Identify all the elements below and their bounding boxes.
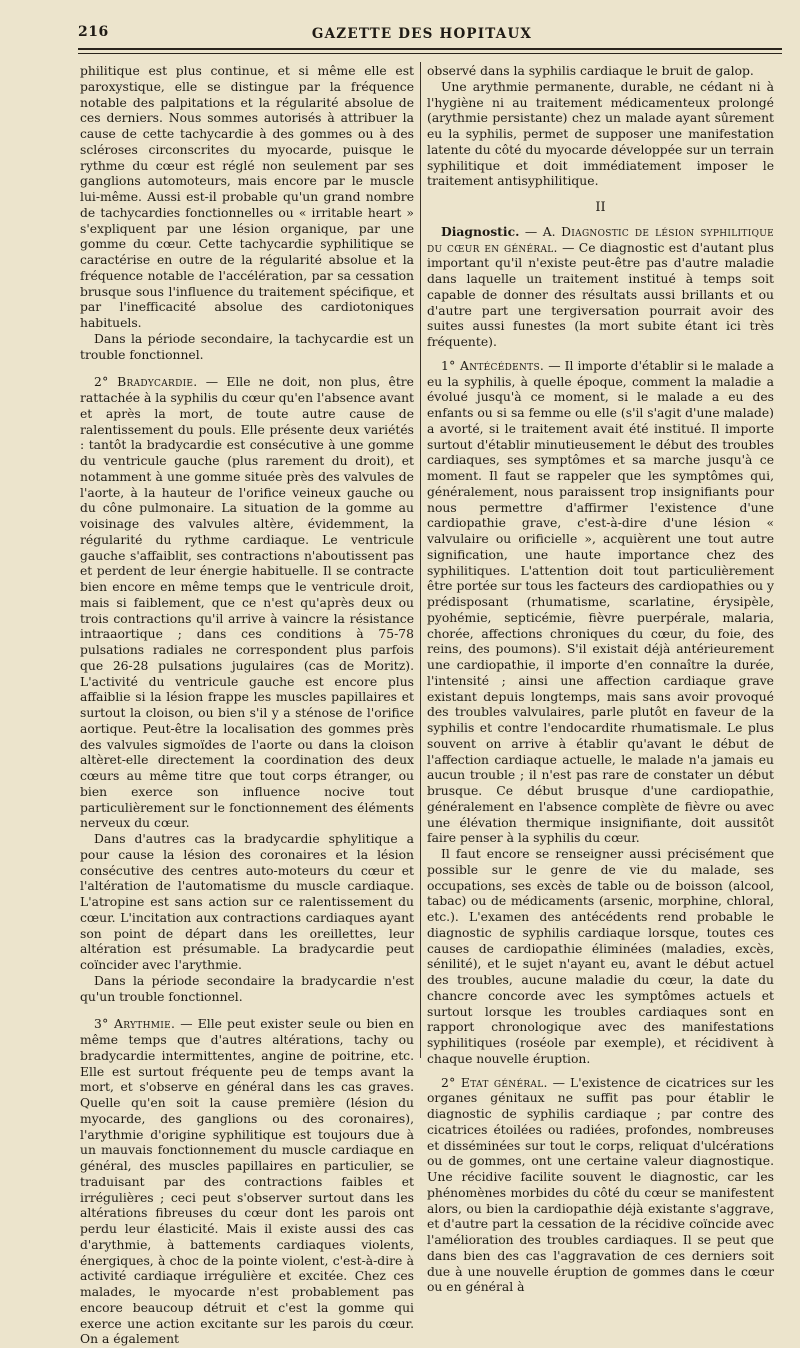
paragraph-text: — Elle peut exister seule ou bien en même temps que d'autres altérations, tachy ou bradycardie intermittentes, angine de poitrine, etc. Elle est surtout fréquente peu de temps avant la mort, et s'observe en général dans les cas graves. Quelle qu'en soit la cause première (lésion du myocarde, des ganglions ou des coronaires), l'arythmie d'origine syphilitique est toujours due à un mauvais fonctionnement du muscle cardiaque en général, des muscles papillaires en particulier, se traduisant par des contractions faibles et irrégulières ; ceci peut s'observer surtout dans les altérations fibreuses du cœur dont les parois ont perdu leur élasticité. Mais il existe aussi des cas d'arythmie, à battements cardiaques violents, énergiques, à choc de la pointe violent, c'est-à-dire à activité cardiaque irrégulière et excitée. Chez ces malades, le myocarde n'est probablement pas encore beaucoup détruit et c'est la gomme qui exerce une action excitante sur les parois du cœur. On a également [80, 1017, 414, 1347]
paragraph-text: — Il importe d'établir si le malade a eu la syphilis, à quelle époque, comment la maladie a évolué jusqu'à ce moment, si le malade a eu des enfants ou si sa femme ou elle (s'il s'agit d'une malade) a avorté, si le traitement avait été institué. Il importe surtout d'établir minutieusement le début des troubles cardiaques, ses symptômes et sa marche jusqu'à ce moment. Il faut se rappeler que les symptômes qui, généralement, nous paraissent trop insignifiants pour nous permettre d'affirmer l'existence d'une cardiopathie grave, c'est-à-dire d'une lésion « valvulaire ou orificielle », acquièrent une tout autre signification, une haute importance chez des syphilitiques. L'attention doit tout particulièrement être portée sur tous les facteurs des cardiopathies ou y prédisposant (rhumatisme, scarlatine, érysipèle, pyohémie, septicémie, fièvre puerpérale, malaria, chorée, affections chroniques du cœur, du foie, des reins, des poumons). S'il existait déjà antérieurement une cardiopathie, il importe d'en connaître la durée, l'intensité ; ainsi une affection cardiaque grave existant depuis longtemps, mais sans avoir provoqué des troubles valvulaires, parle plutôt en faveur de la syphilis et contre l'endocardite rhumatismale. Le plus souvent on arrive à établir qu'avant le début de l'affection cardiaque actuelle, le malade n'a jamais eu aucun trouble ; il n'est pas rare de constater un début brusque. Ce début brusque d'une cardiopathie, généralement en l'absence complète de fièvre ou avec une élévation thermique insignifiante, doit aussitôt faire penser à la syphilis du cœur. [427, 358, 774, 846]
header-rule-thin [78, 53, 782, 54]
paragraph-text: — Ce diagnostic est d'autant plus important qu'il n'existe peut-être pas d'autre maladie dans laquelle un traitement institué à temps soit capable de donner des résultats aussi brillants et ou d'autre part une tergiversation pourrait avoir des suites aussi funestes (la mort subite étant ici très fréquente). [427, 240, 774, 349]
paragraph: Dans d'autres cas la bradycardie sphylitique a pour cause la lésion des coronaires et la lésion consécutive des centres auto-moteurs du cœur et l'altération de l'automatisme du muscle cardiaque. L'atropine est sans action sur ce ralentissement du cœur. L'incitation aux contractions cardiaques ayant son point de départ dans les oreillettes, leur altération est présumable. La bradycardie peut coïncider avec l'arythmie. [80, 832, 414, 972]
section-heading: Diagnostic. [441, 223, 520, 239]
paragraph: observé dans la syphilis cardiaque le bruit de galop. [427, 64, 754, 78]
right-column [427, 64, 774, 1296]
journal-title: GAZETTE DES HOPITAUX [311, 26, 533, 42]
subsection-heading: Diagnostic de lésion syphilitique du cœur en général. [427, 224, 775, 255]
paragraph: Une arythmie permanente, durable, ne cédant ni à l'hygiène ni au traitement médicamenteux prolongé (arythmie persistante) chez un malade ayant sûrement eu la syphilis, permet de supposer une manifestation latente du côté du myocarde développée sur un terrain syphilitique et doit immédiatement imposer le traitement antisyphilitique. [427, 79, 774, 189]
paragraph-antecedents [427, 359, 774, 847]
paragraph-text: — Elle ne doit, non plus, être rattachée à la syphilis du cœur qu'en l'absence avant et après la mort, de toute autre cause de ralentissement du pouls. Elle présente deux variétés : tantôt la bradycardie est consécutive à une gomme du ventricule gauche (plus rarement du droit), et notamment à une gomme située près des valvules de l'aorte, à la hauteur de l'orifice veineux gauche ou du cône pulmonaire. La situation de la gomme au voisinage des valvules altère, évidemment, la régularité du rythme cardiaque. Le ventricule gauche s'affaiblit, ses contractions n'aboutissent pas et perdent de leur énergie habituelle. Il se contracte bien encore en même temps que le ventricule droit, mais si faiblement, que ce n'est qu'après deux ou trois contractions qu'il arrive à vaincre la résistance intraaortique ; dans ces conditions à 75-78 pulsations radiales ne correspondent plus parfois que 26-28 pulsations jugulaires (cas de Moritz). L'activité du ventricule gauche est encore plus affaiblie si la lésion frappe les muscles papillaires et surtout la cloison, ou bien s'il y a sténose de l'orifice aortique. Peut-être la localisation des gommes près des valvules sigmoïdes de l'aorte ou dans la cloison altèret-elle directement la coordination des deux cœurs au même titre que tout corps étranger, ou bien exerce son influence nocive tout particulièrement sur le fonctionnement des éléments nerveux du cœur. [80, 375, 414, 831]
paragraph-lead: 2° Etat général. [441, 1075, 548, 1090]
paragraph-text: — L'existence de cicatrices sur les organes génitaux ne suffit pas pour établir le diagnostic de syphilis cardiaque ; par contre des cicatrices étoilées ou radiées, profondes, nombreuses et disséminées sur tout le corps, reliquat d'ulcérations ou de gommes, ont une certaine valeur diagnostique. Une récidive facilite souvent le diagnostic, car les phénomènes morbides du côté du cœur se manifestent alors, ou bien la cardiopathie déjà existante s'aggrave, et d'autre part la cessation de la récidive coïncide avec l'amélioration des troubles cardiaques. Il se peut que dans bien des cas l'aggravation de ces derniers soit due à une nouvelle éruption de gommes dans le cœur ou en général à [427, 1075, 774, 1295]
paragraph-lead: 2° Bradycardie. [94, 375, 198, 390]
page-number: 216 [78, 24, 109, 40]
column-divider [420, 62, 421, 1058]
paragraph-lead: 1° Antécédents. [441, 358, 545, 373]
paragraph: Dans la période secondaire la bradycardie n'est qu'un trouble fonctionnel. [80, 973, 414, 1004]
header-rule-thick [78, 48, 782, 50]
paragraph-diagnostic [427, 224, 774, 351]
paragraph: Il faut encore se renseigner aussi précisément que possible sur le genre de vie du malade, ses occupations, ses excès de table ou de boisson (alcool, tabac) ou de médicaments (arsenic, morphine, chloral, etc.). L'examen des antécédents rend probable le diagnostic de syphilis cardiaque lorsque, toutes ces causes de cardiopathie éliminées (maladies, excès, sénilité), et le sujet n'ayant eu, avant le début actuel des troubles, aucune maladie du cœur, la date du chancre concorde avec les symptômes actuels et surtout lorsque les troubles cardiaques sont en rapport chronologique avec des manifestations syphilitiques (roséole par exemple), et récidivent à chaque nouvelle éruption. [427, 847, 774, 1066]
paragraph-bradycardie [80, 375, 414, 832]
paragraph-arythmie [80, 1017, 414, 1348]
paragraph: Dans la période secondaire, la tachycardie est un trouble fonctionnel. [80, 331, 414, 362]
section-number: II [595, 200, 606, 215]
heading-dash: — A. [519, 224, 562, 239]
paragraph-etat-general [427, 1076, 774, 1297]
paragraph-lead: 3° Arythmie. [94, 1017, 176, 1032]
left-column [80, 64, 414, 1348]
paragraph: philitique est plus continue, et si même elle est paroxystique, elle se distingue par la fréquence notable des palpitations et la régularité absolue de ces derniers. Nous sommes autorisés à attribuer la cause de cette tachycardie à des gommes ou à des scléroses circonscrites du myocarde, puisque le rythme du cœur est réglé non seulement par ses ganglions automoteurs, mais encore par le muscle lui-même. Aussi est-il probable qu'un grand nombre de tachycardies fonctionnelles ou « irritable heart » s'expliquent par une lésion organique, par une gomme du cœur. Cette tachycardie syphilitique se caractérise en outre de la régularité absolue et la fréquence notable de l'accélération, par sa cessation brusque sous l'influence du traitement spécifique, et par l'inefficacité absolue des cardiotoniques habituels. [80, 64, 414, 330]
page-header [62, 24, 782, 44]
